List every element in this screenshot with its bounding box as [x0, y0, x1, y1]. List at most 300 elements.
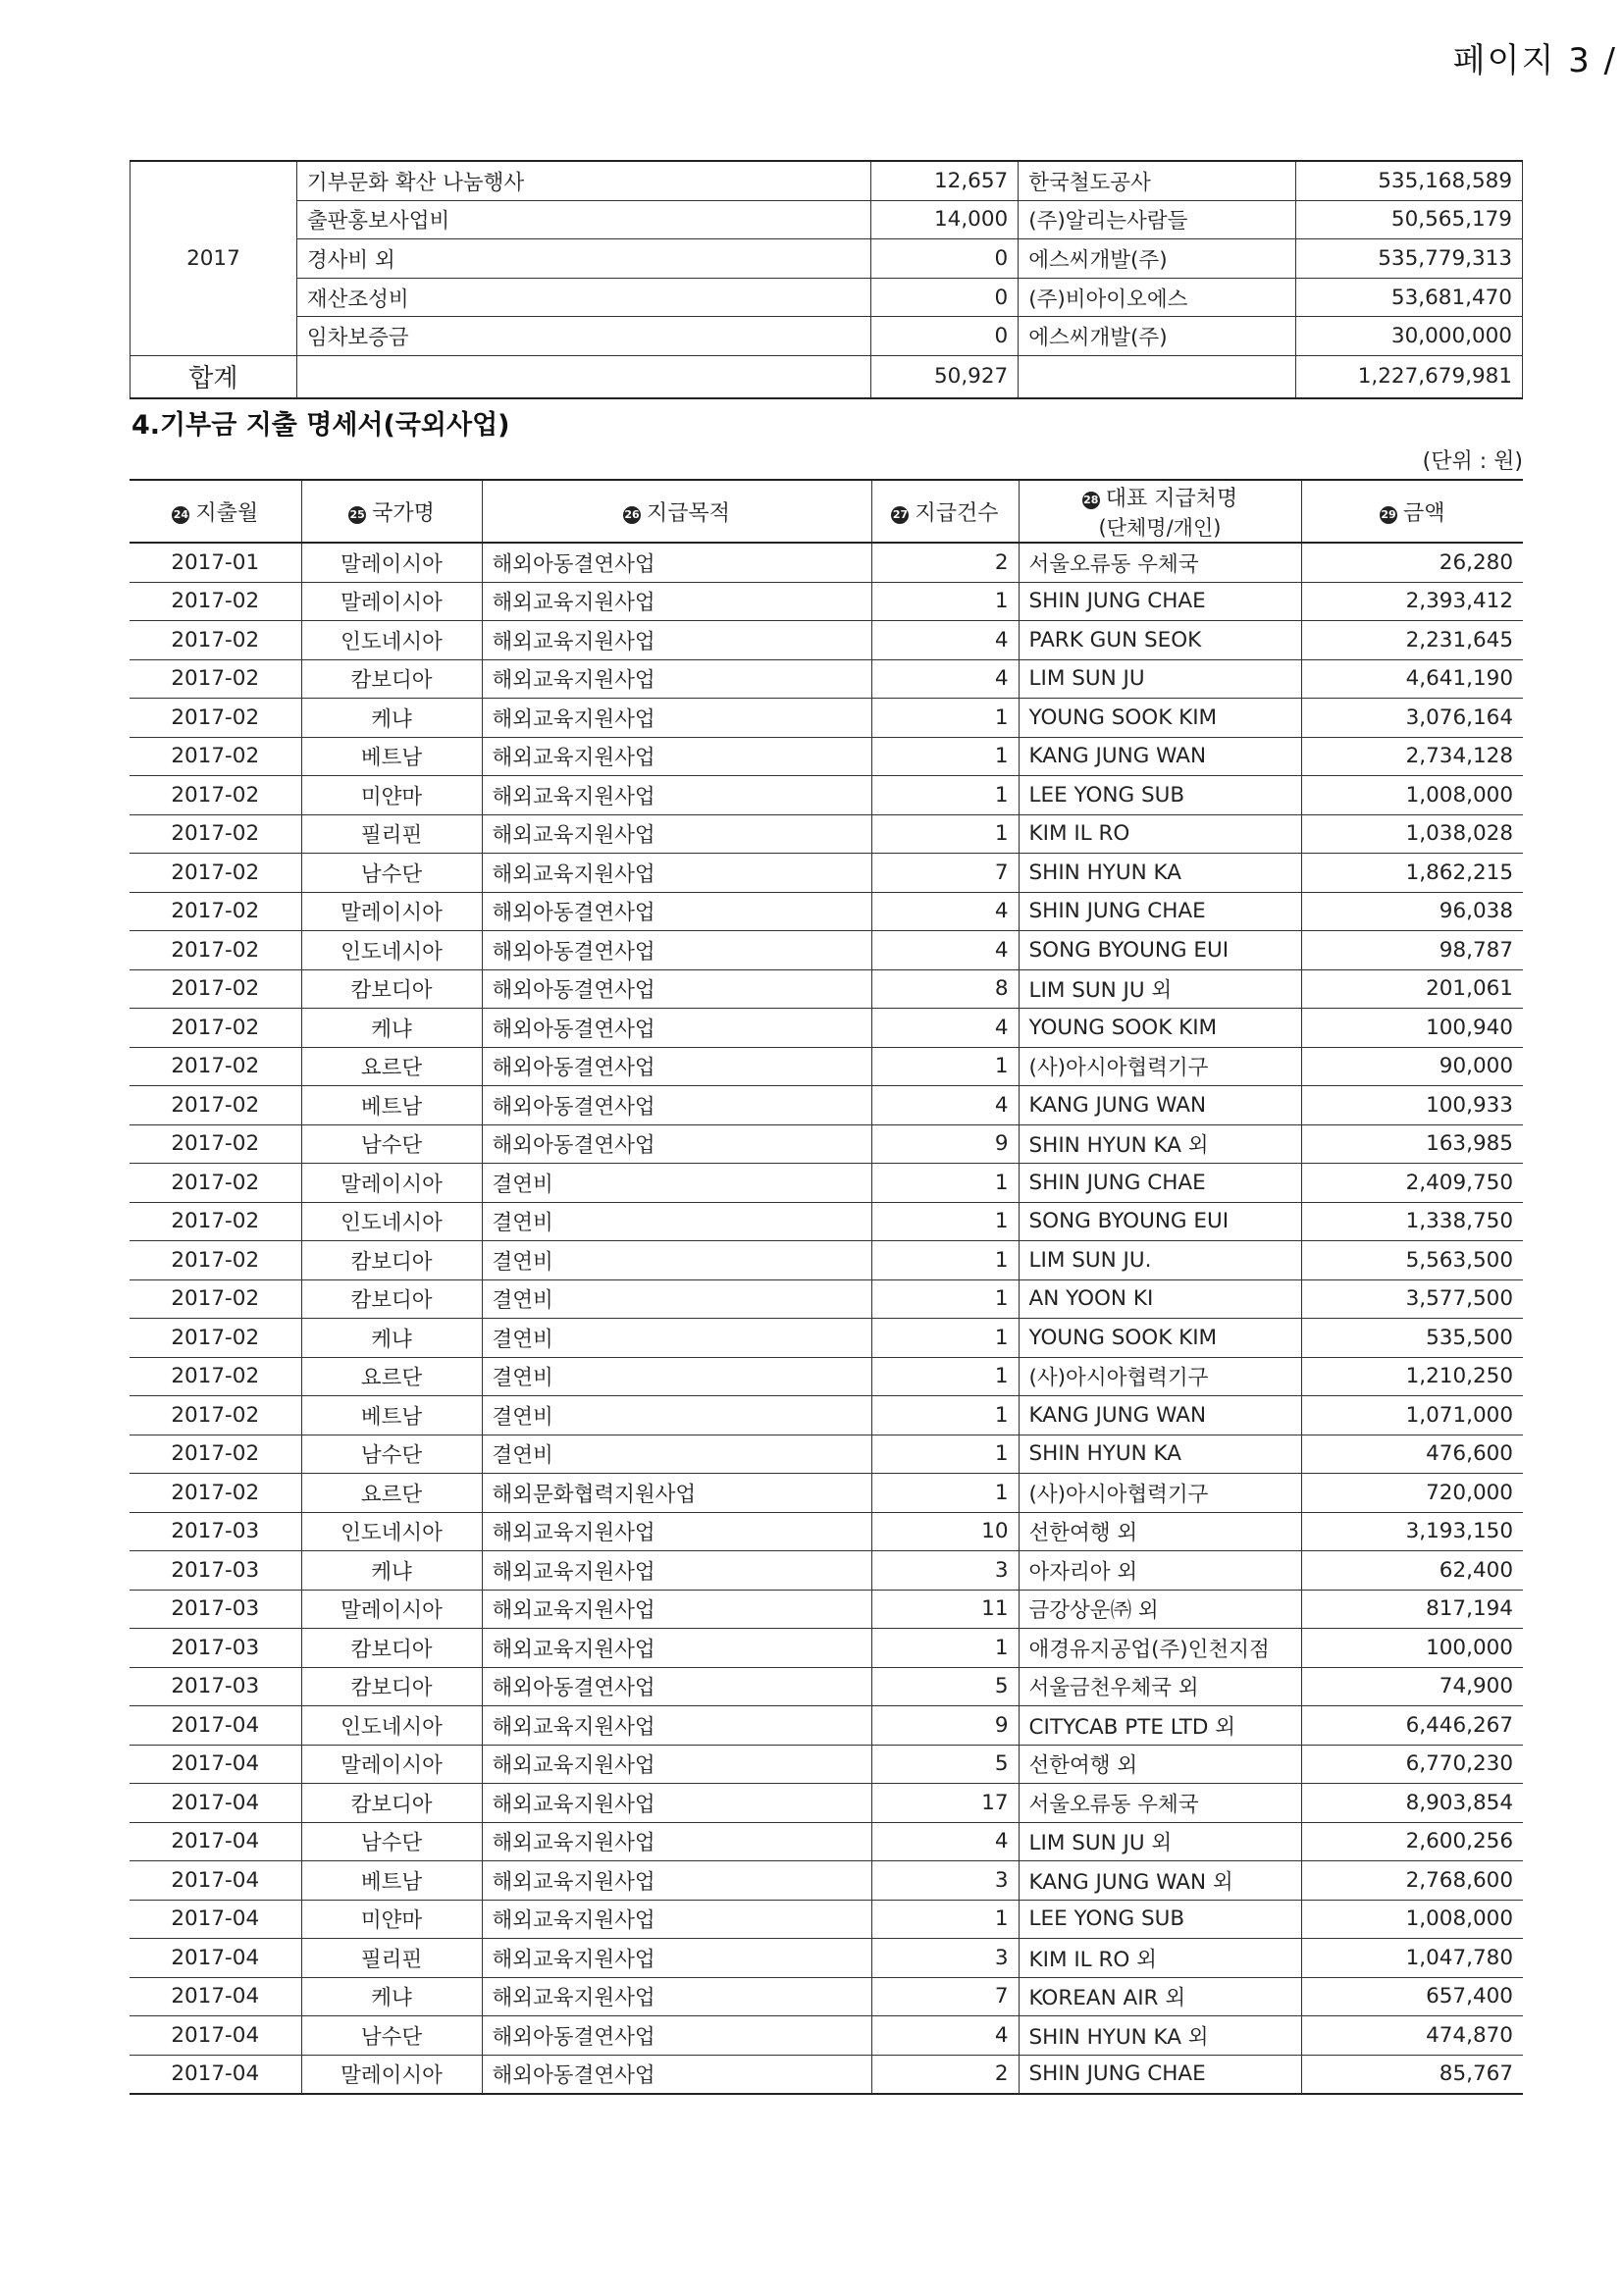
- country-cell: 캄보디아: [301, 1241, 482, 1280]
- purpose-cell: 해외교육지원사업: [482, 1977, 871, 2016]
- amount-cell: 100,940: [1301, 1009, 1523, 1048]
- country-cell: 캄보디아: [301, 1279, 482, 1319]
- country-cell: 말레이시아: [301, 892, 482, 931]
- recipient-cell: KANG JUNG WAN: [1019, 737, 1301, 776]
- recipient-cell: LIM SUN JU.: [1019, 1241, 1301, 1280]
- count-cell: 1: [871, 776, 1019, 815]
- circled-number-icon: 27: [891, 506, 909, 524]
- total-amount: 1,227,679,981: [1296, 355, 1523, 398]
- country-cell: 인도네시아: [301, 931, 482, 970]
- header-recipient: 28 대표 지급처명 (단체명/개인): [1019, 480, 1301, 543]
- recipient-cell: 에스씨개발(주): [1019, 317, 1296, 356]
- count-cell: 1: [871, 1279, 1019, 1319]
- domestic-expense-table: [130, 160, 1523, 399]
- count-cell: 1: [871, 1047, 1019, 1086]
- month-cell: 2017-02: [130, 1009, 301, 1048]
- recipient-cell: 선한여행 외: [1019, 1512, 1301, 1551]
- count-cell: 1: [871, 1164, 1019, 1203]
- country-cell: 말레이시아: [301, 1590, 482, 1629]
- month-cell: 2017-02: [130, 1164, 301, 1203]
- amount-cell: 62,400: [1301, 1551, 1523, 1591]
- month-cell: 2017-03: [130, 1551, 301, 1591]
- count-cell: 5: [871, 1745, 1019, 1784]
- table-row: [130, 1939, 1523, 1978]
- country-cell: 케냐: [301, 1551, 482, 1591]
- country-cell: 케냐: [301, 1319, 482, 1358]
- amount-cell: 1,210,250: [1301, 1357, 1523, 1396]
- table-row: [130, 1900, 1523, 1939]
- country-cell: 말레이시아: [301, 1745, 482, 1784]
- section-title: 4.기부금 지출 명세서(국외사업): [131, 410, 510, 441]
- circled-number-icon: 26: [623, 506, 641, 524]
- purpose-cell: 해외교육지원사업: [482, 1784, 871, 1823]
- recipient-cell: 한국철도공사: [1019, 161, 1296, 200]
- table-row: [131, 239, 1523, 279]
- count-cell: 9: [871, 1706, 1019, 1746]
- purpose-cell: 해외교육지원사업: [482, 1822, 871, 1861]
- count-cell: 4: [871, 1822, 1019, 1861]
- table-row: [130, 1977, 1523, 2016]
- count-cell: 1: [871, 699, 1019, 738]
- table-row: [130, 1202, 1523, 1241]
- count-cell: 5: [871, 1667, 1019, 1706]
- amount-cell: 535,500: [1301, 1319, 1523, 1358]
- recipient-cell: 서울오류동 우체국: [1019, 543, 1301, 582]
- table-row: [130, 1861, 1523, 1901]
- country-cell: 미얀마: [301, 1900, 482, 1939]
- amount-cell: 4,641,190: [1301, 659, 1523, 699]
- purpose-cell: 결연비: [482, 1396, 871, 1435]
- month-cell: 2017-04: [130, 2016, 301, 2056]
- table-row: [130, 969, 1523, 1009]
- purpose-cell: 해외아동결연사업: [482, 543, 871, 582]
- month-cell: 2017-02: [130, 1396, 301, 1435]
- purpose-cell: 해외아동결연사업: [482, 1009, 871, 1048]
- country-cell: 말레이시아: [301, 1164, 482, 1203]
- recipient-cell: 서울금천우체국 외: [1019, 1667, 1301, 1706]
- table-row: [130, 1629, 1523, 1668]
- month-cell: 2017-04: [130, 1939, 301, 1978]
- country-cell: 캄보디아: [301, 1629, 482, 1668]
- month-cell: 2017-04: [130, 1977, 301, 2016]
- recipient-cell: 선한여행 외: [1019, 1745, 1301, 1784]
- count-cell: 3: [871, 1861, 1019, 1901]
- purpose-cell: 해외교육지원사업: [482, 1629, 871, 1668]
- recipient-cell: LIM SUN JU 외: [1019, 1822, 1301, 1861]
- table-row: [130, 892, 1523, 931]
- count-cell: 0: [871, 239, 1019, 279]
- table-row: [130, 1822, 1523, 1861]
- amount-cell: 96,038: [1301, 892, 1523, 931]
- month-cell: 2017-02: [130, 1279, 301, 1319]
- total-label: 합계: [131, 355, 297, 398]
- purpose-cell: 해외교육지원사업: [482, 1706, 871, 1746]
- amount-cell: 3,076,164: [1301, 699, 1523, 738]
- amount-cell: 535,168,589: [1296, 161, 1523, 200]
- count-cell: 1: [871, 1629, 1019, 1668]
- count-cell: 10: [871, 1512, 1019, 1551]
- amount-cell: 100,933: [1301, 1086, 1523, 1125]
- country-cell: 인도네시아: [301, 621, 482, 660]
- table-row: [130, 1009, 1523, 1048]
- month-cell: 2017-04: [130, 1822, 301, 1861]
- count-cell: 1: [871, 1474, 1019, 1513]
- amount-cell: 100,000: [1301, 1629, 1523, 1668]
- country-cell: 남수단: [301, 1435, 482, 1474]
- country-cell: 말레이시아: [301, 2055, 482, 2094]
- recipient-cell: 아자리아 외: [1019, 1551, 1301, 1591]
- purpose-cell: 해외아동결연사업: [482, 931, 871, 970]
- circled-number-icon: 24: [172, 506, 189, 524]
- table-row: [130, 1319, 1523, 1358]
- month-cell: 2017-02: [130, 1357, 301, 1396]
- count-cell: 7: [871, 854, 1019, 893]
- amount-cell: 30,000,000: [1296, 317, 1523, 356]
- table-header-row: [130, 480, 1523, 543]
- table-row: [130, 1551, 1523, 1591]
- total-count: 50,927: [871, 355, 1019, 398]
- table-row: [130, 1086, 1523, 1125]
- recipient-cell: PARK GUN SEOK: [1019, 621, 1301, 660]
- count-cell: 11: [871, 1590, 1019, 1629]
- amount-cell: 1,071,000: [1301, 1396, 1523, 1435]
- table-row: [130, 814, 1523, 854]
- amount-cell: 474,870: [1301, 2016, 1523, 2056]
- count-cell: 4: [871, 892, 1019, 931]
- count-cell: 17: [871, 1784, 1019, 1823]
- table-row: [130, 1784, 1523, 1823]
- circled-number-icon: 25: [348, 506, 366, 524]
- circled-number-icon: 29: [1380, 506, 1397, 524]
- count-cell: 9: [871, 1124, 1019, 1164]
- country-cell: 필리핀: [301, 1939, 482, 1978]
- month-cell: 2017-02: [130, 1474, 301, 1513]
- table-row: [130, 1124, 1523, 1164]
- count-cell: 7: [871, 1977, 1019, 2016]
- purpose-cell: 해외문화협력지원사업: [482, 1474, 871, 1513]
- recipient-cell: KANG JUNG WAN 외: [1019, 1861, 1301, 1901]
- recipient-cell: LIM SUN JU 외: [1019, 969, 1301, 1009]
- amount-cell: 2,393,412: [1301, 582, 1523, 621]
- recipient-cell: KIM IL RO 외: [1019, 1939, 1301, 1978]
- count-cell: 4: [871, 931, 1019, 970]
- amount-cell: 535,779,313: [1296, 239, 1523, 279]
- table-row: [130, 1706, 1523, 1746]
- month-cell: 2017-03: [130, 1512, 301, 1551]
- month-cell: 2017-04: [130, 1861, 301, 1901]
- header-count: 27 지급건수: [871, 480, 1019, 543]
- amount-cell: 6,770,230: [1301, 1745, 1523, 1784]
- purpose-cell: 결연비: [482, 1164, 871, 1203]
- amount-cell: 1,008,000: [1301, 1900, 1523, 1939]
- total-row: [131, 355, 1523, 398]
- month-cell: 2017-04: [130, 1784, 301, 1823]
- country-cell: 케냐: [301, 1009, 482, 1048]
- country-cell: 케냐: [301, 699, 482, 738]
- country-cell: 캄보디아: [301, 969, 482, 1009]
- country-cell: 요르단: [301, 1047, 482, 1086]
- month-cell: 2017-03: [130, 1667, 301, 1706]
- purpose-cell: 해외아동결연사업: [482, 969, 871, 1009]
- country-cell: 미얀마: [301, 776, 482, 815]
- purpose-cell: 결연비: [482, 1435, 871, 1474]
- recipient-cell: 애경유지공업(주)인천지점: [1019, 1629, 1301, 1668]
- country-cell: 남수단: [301, 2016, 482, 2056]
- country-cell: 케냐: [301, 1977, 482, 2016]
- table-row: [130, 699, 1523, 738]
- table-row: [130, 1279, 1523, 1319]
- recipient-cell: 금강상운㈜ 외: [1019, 1590, 1301, 1629]
- country-cell: 인도네시아: [301, 1202, 482, 1241]
- month-cell: 2017-01: [130, 543, 301, 582]
- month-cell: 2017-04: [130, 1706, 301, 1746]
- recipient-cell: (사)아시아협력기구: [1019, 1474, 1301, 1513]
- amount-cell: 90,000: [1301, 1047, 1523, 1086]
- count-cell: 4: [871, 1009, 1019, 1048]
- purpose-cell: 기부문화 확산 나눔행사: [296, 161, 870, 200]
- country-cell: 베트남: [301, 1861, 482, 1901]
- recipient-cell: (주)비아이오에스: [1019, 278, 1296, 317]
- amount-cell: 53,681,470: [1296, 278, 1523, 317]
- table-row: [131, 161, 1523, 200]
- table-row: [130, 737, 1523, 776]
- recipient-cell: SHIN JUNG CHAE: [1019, 1164, 1301, 1203]
- table-row: [130, 1357, 1523, 1396]
- purpose-cell: 해외교육지원사업: [482, 1900, 871, 1939]
- country-cell: 캄보디아: [301, 1784, 482, 1823]
- purpose-cell: 해외교육지원사업: [482, 1745, 871, 1784]
- table-row: [130, 1241, 1523, 1280]
- table-row: [130, 659, 1523, 699]
- recipient-cell: KOREAN AIR 외: [1019, 1977, 1301, 2016]
- recipient-cell: YOUNG SOOK KIM: [1019, 1009, 1301, 1048]
- amount-cell: 1,038,028: [1301, 814, 1523, 854]
- count-cell: 3: [871, 1551, 1019, 1591]
- country-cell: 캄보디아: [301, 659, 482, 699]
- table-row: [130, 854, 1523, 893]
- table-row: [130, 621, 1523, 660]
- count-cell: 1: [871, 1319, 1019, 1358]
- country-cell: 캄보디아: [301, 1667, 482, 1706]
- table-row: [130, 2055, 1523, 2094]
- country-cell: 남수단: [301, 854, 482, 893]
- month-cell: 2017-02: [130, 1124, 301, 1164]
- amount-cell: 2,734,128: [1301, 737, 1523, 776]
- purpose-cell: 해외교육지원사업: [482, 1861, 871, 1901]
- recipient-cell: SHIN JUNG CHAE: [1019, 582, 1301, 621]
- purpose-cell: 해외아동결연사업: [482, 2016, 871, 2056]
- amount-cell: 8,903,854: [1301, 1784, 1523, 1823]
- amount-cell: 201,061: [1301, 969, 1523, 1009]
- count-cell: 1: [871, 1900, 1019, 1939]
- amount-cell: 3,577,500: [1301, 1279, 1523, 1319]
- amount-cell: 476,600: [1301, 1435, 1523, 1474]
- month-cell: 2017-02: [130, 776, 301, 815]
- country-cell: 말레이시아: [301, 582, 482, 621]
- count-cell: 1: [871, 1357, 1019, 1396]
- amount-cell: 5,563,500: [1301, 1241, 1523, 1280]
- month-cell: 2017-02: [130, 699, 301, 738]
- purpose-cell: 해외교육지원사업: [482, 659, 871, 699]
- table-row: [131, 200, 1523, 239]
- amount-cell: 2,768,600: [1301, 1861, 1523, 1901]
- recipient-cell: SHIN HYUN KA: [1019, 1435, 1301, 1474]
- purpose-cell: 해외아동결연사업: [482, 1047, 871, 1086]
- amount-cell: 657,400: [1301, 1977, 1523, 2016]
- overseas-table-body: [130, 543, 1523, 2094]
- purpose-cell: 해외아동결연사업: [482, 1124, 871, 1164]
- month-cell: 2017-02: [130, 814, 301, 854]
- country-cell: 남수단: [301, 1124, 482, 1164]
- month-cell: 2017-02: [130, 969, 301, 1009]
- count-cell: 14,000: [871, 200, 1019, 239]
- count-cell: 1: [871, 1202, 1019, 1241]
- page-number-label: 페이지 3 /: [1452, 41, 1617, 80]
- circled-number-icon: 28: [1082, 492, 1100, 509]
- purpose-cell: 결연비: [482, 1202, 871, 1241]
- empty-cell: [1019, 355, 1296, 398]
- amount-cell: 817,194: [1301, 1590, 1523, 1629]
- header-month: 24 지출월: [130, 480, 301, 543]
- recipient-cell: LIM SUN JU: [1019, 659, 1301, 699]
- table-row: [130, 1474, 1523, 1513]
- country-cell: 베트남: [301, 1396, 482, 1435]
- recipient-cell: KANG JUNG WAN: [1019, 1396, 1301, 1435]
- purpose-cell: 해외아동결연사업: [482, 2055, 871, 2094]
- purpose-cell: 해외교육지원사업: [482, 814, 871, 854]
- purpose-cell: 해외교육지원사업: [482, 776, 871, 815]
- recipient-cell: SHIN JUNG CHAE: [1019, 2055, 1301, 2094]
- country-cell: 베트남: [301, 1086, 482, 1125]
- country-cell: 요르단: [301, 1357, 482, 1396]
- purpose-cell: 해외교육지원사업: [482, 621, 871, 660]
- table-row: [130, 1396, 1523, 1435]
- recipient-cell: (주)알리는사람들: [1019, 200, 1296, 239]
- recipient-cell: AN YOON KI: [1019, 1279, 1301, 1319]
- month-cell: 2017-02: [130, 854, 301, 893]
- table-row: [130, 1745, 1523, 1784]
- purpose-cell: 해외교육지원사업: [482, 1512, 871, 1551]
- recipient-cell: LEE YONG SUB: [1019, 776, 1301, 815]
- count-cell: 1: [871, 814, 1019, 854]
- month-cell: 2017-03: [130, 1590, 301, 1629]
- purpose-cell: 해외아동결연사업: [482, 1086, 871, 1125]
- domestic-table-body: [131, 161, 1523, 398]
- table-row: [130, 1667, 1523, 1706]
- recipient-cell: YOUNG SOOK KIM: [1019, 699, 1301, 738]
- count-cell: 4: [871, 1086, 1019, 1125]
- purpose-cell: 해외아동결연사업: [482, 1667, 871, 1706]
- purpose-cell: 해외교육지원사업: [482, 582, 871, 621]
- recipient-cell: CITYCAB PTE LTD 외: [1019, 1706, 1301, 1746]
- purpose-cell: 결연비: [482, 1357, 871, 1396]
- purpose-cell: 재산조성비: [296, 278, 870, 317]
- header-purpose: 26 지급목적: [482, 480, 871, 543]
- country-cell: 남수단: [301, 1822, 482, 1861]
- amount-cell: 720,000: [1301, 1474, 1523, 1513]
- table-row: [130, 1435, 1523, 1474]
- month-cell: 2017-02: [130, 1047, 301, 1086]
- amount-cell: 26,280: [1301, 543, 1523, 582]
- recipient-cell: SHIN HYUN KA 외: [1019, 1124, 1301, 1164]
- purpose-cell: 해외교육지원사업: [482, 737, 871, 776]
- count-cell: 8: [871, 969, 1019, 1009]
- purpose-cell: 해외교육지원사업: [482, 699, 871, 738]
- recipient-cell: KANG JUNG WAN: [1019, 1086, 1301, 1125]
- purpose-cell: 해외교육지원사업: [482, 854, 871, 893]
- table-row: [130, 582, 1523, 621]
- count-cell: 1: [871, 1396, 1019, 1435]
- count-cell: 4: [871, 621, 1019, 660]
- count-cell: 1: [871, 737, 1019, 776]
- count-cell: 2: [871, 543, 1019, 582]
- year-cell: 2017: [131, 161, 297, 355]
- country-cell: 베트남: [301, 737, 482, 776]
- table-row: [130, 1047, 1523, 1086]
- month-cell: 2017-02: [130, 1319, 301, 1358]
- month-cell: 2017-04: [130, 1900, 301, 1939]
- amount-cell: 1,338,750: [1301, 1202, 1523, 1241]
- month-cell: 2017-02: [130, 892, 301, 931]
- table-row: [130, 776, 1523, 815]
- country-cell: 필리핀: [301, 814, 482, 854]
- recipient-cell: SONG BYOUNG EUI: [1019, 931, 1301, 970]
- amount-cell: 98,787: [1301, 931, 1523, 970]
- purpose-cell: 해외아동결연사업: [482, 892, 871, 931]
- purpose-cell: 해외교육지원사업: [482, 1939, 871, 1978]
- recipient-cell: LEE YONG SUB: [1019, 1900, 1301, 1939]
- count-cell: 0: [871, 317, 1019, 356]
- recipient-cell: SHIN JUNG CHAE: [1019, 892, 1301, 931]
- table-row: [130, 543, 1523, 582]
- month-cell: 2017-02: [130, 931, 301, 970]
- table-row: [130, 1512, 1523, 1551]
- table-row: [130, 2016, 1523, 2056]
- purpose-cell: 경사비 외: [296, 239, 870, 279]
- country-cell: 말레이시아: [301, 543, 482, 582]
- header-amount: 29 금액: [1301, 480, 1523, 543]
- count-cell: 0: [871, 278, 1019, 317]
- month-cell: 2017-02: [130, 582, 301, 621]
- amount-cell: 85,767: [1301, 2055, 1523, 2094]
- country-cell: 인도네시아: [301, 1706, 482, 1746]
- recipient-cell: YOUNG SOOK KIM: [1019, 1319, 1301, 1358]
- purpose-cell: 해외교육지원사업: [482, 1590, 871, 1629]
- amount-cell: 2,231,645: [1301, 621, 1523, 660]
- table-row: [130, 931, 1523, 970]
- country-cell: 요르단: [301, 1474, 482, 1513]
- count-cell: 1: [871, 1435, 1019, 1474]
- header-country: 25 국가명: [301, 480, 482, 543]
- recipient-cell: SHIN HYUN KA 외: [1019, 2016, 1301, 2056]
- table-row: [131, 278, 1523, 317]
- amount-cell: 50,565,179: [1296, 200, 1523, 239]
- count-cell: 3: [871, 1939, 1019, 1978]
- recipient-cell: SONG BYOUNG EUI: [1019, 1202, 1301, 1241]
- month-cell: 2017-02: [130, 621, 301, 660]
- count-cell: 1: [871, 582, 1019, 621]
- unit-label: (단위 : 원): [1422, 449, 1523, 474]
- count-cell: 4: [871, 659, 1019, 699]
- purpose-cell: 해외교육지원사업: [482, 1551, 871, 1591]
- table-row: [130, 1590, 1523, 1629]
- month-cell: 2017-04: [130, 1745, 301, 1784]
- month-cell: 2017-02: [130, 1202, 301, 1241]
- purpose-cell: 결연비: [482, 1319, 871, 1358]
- country-cell: 인도네시아: [301, 1512, 482, 1551]
- recipient-cell: 서울오류동 우체국: [1019, 1784, 1301, 1823]
- month-cell: 2017-02: [130, 1241, 301, 1280]
